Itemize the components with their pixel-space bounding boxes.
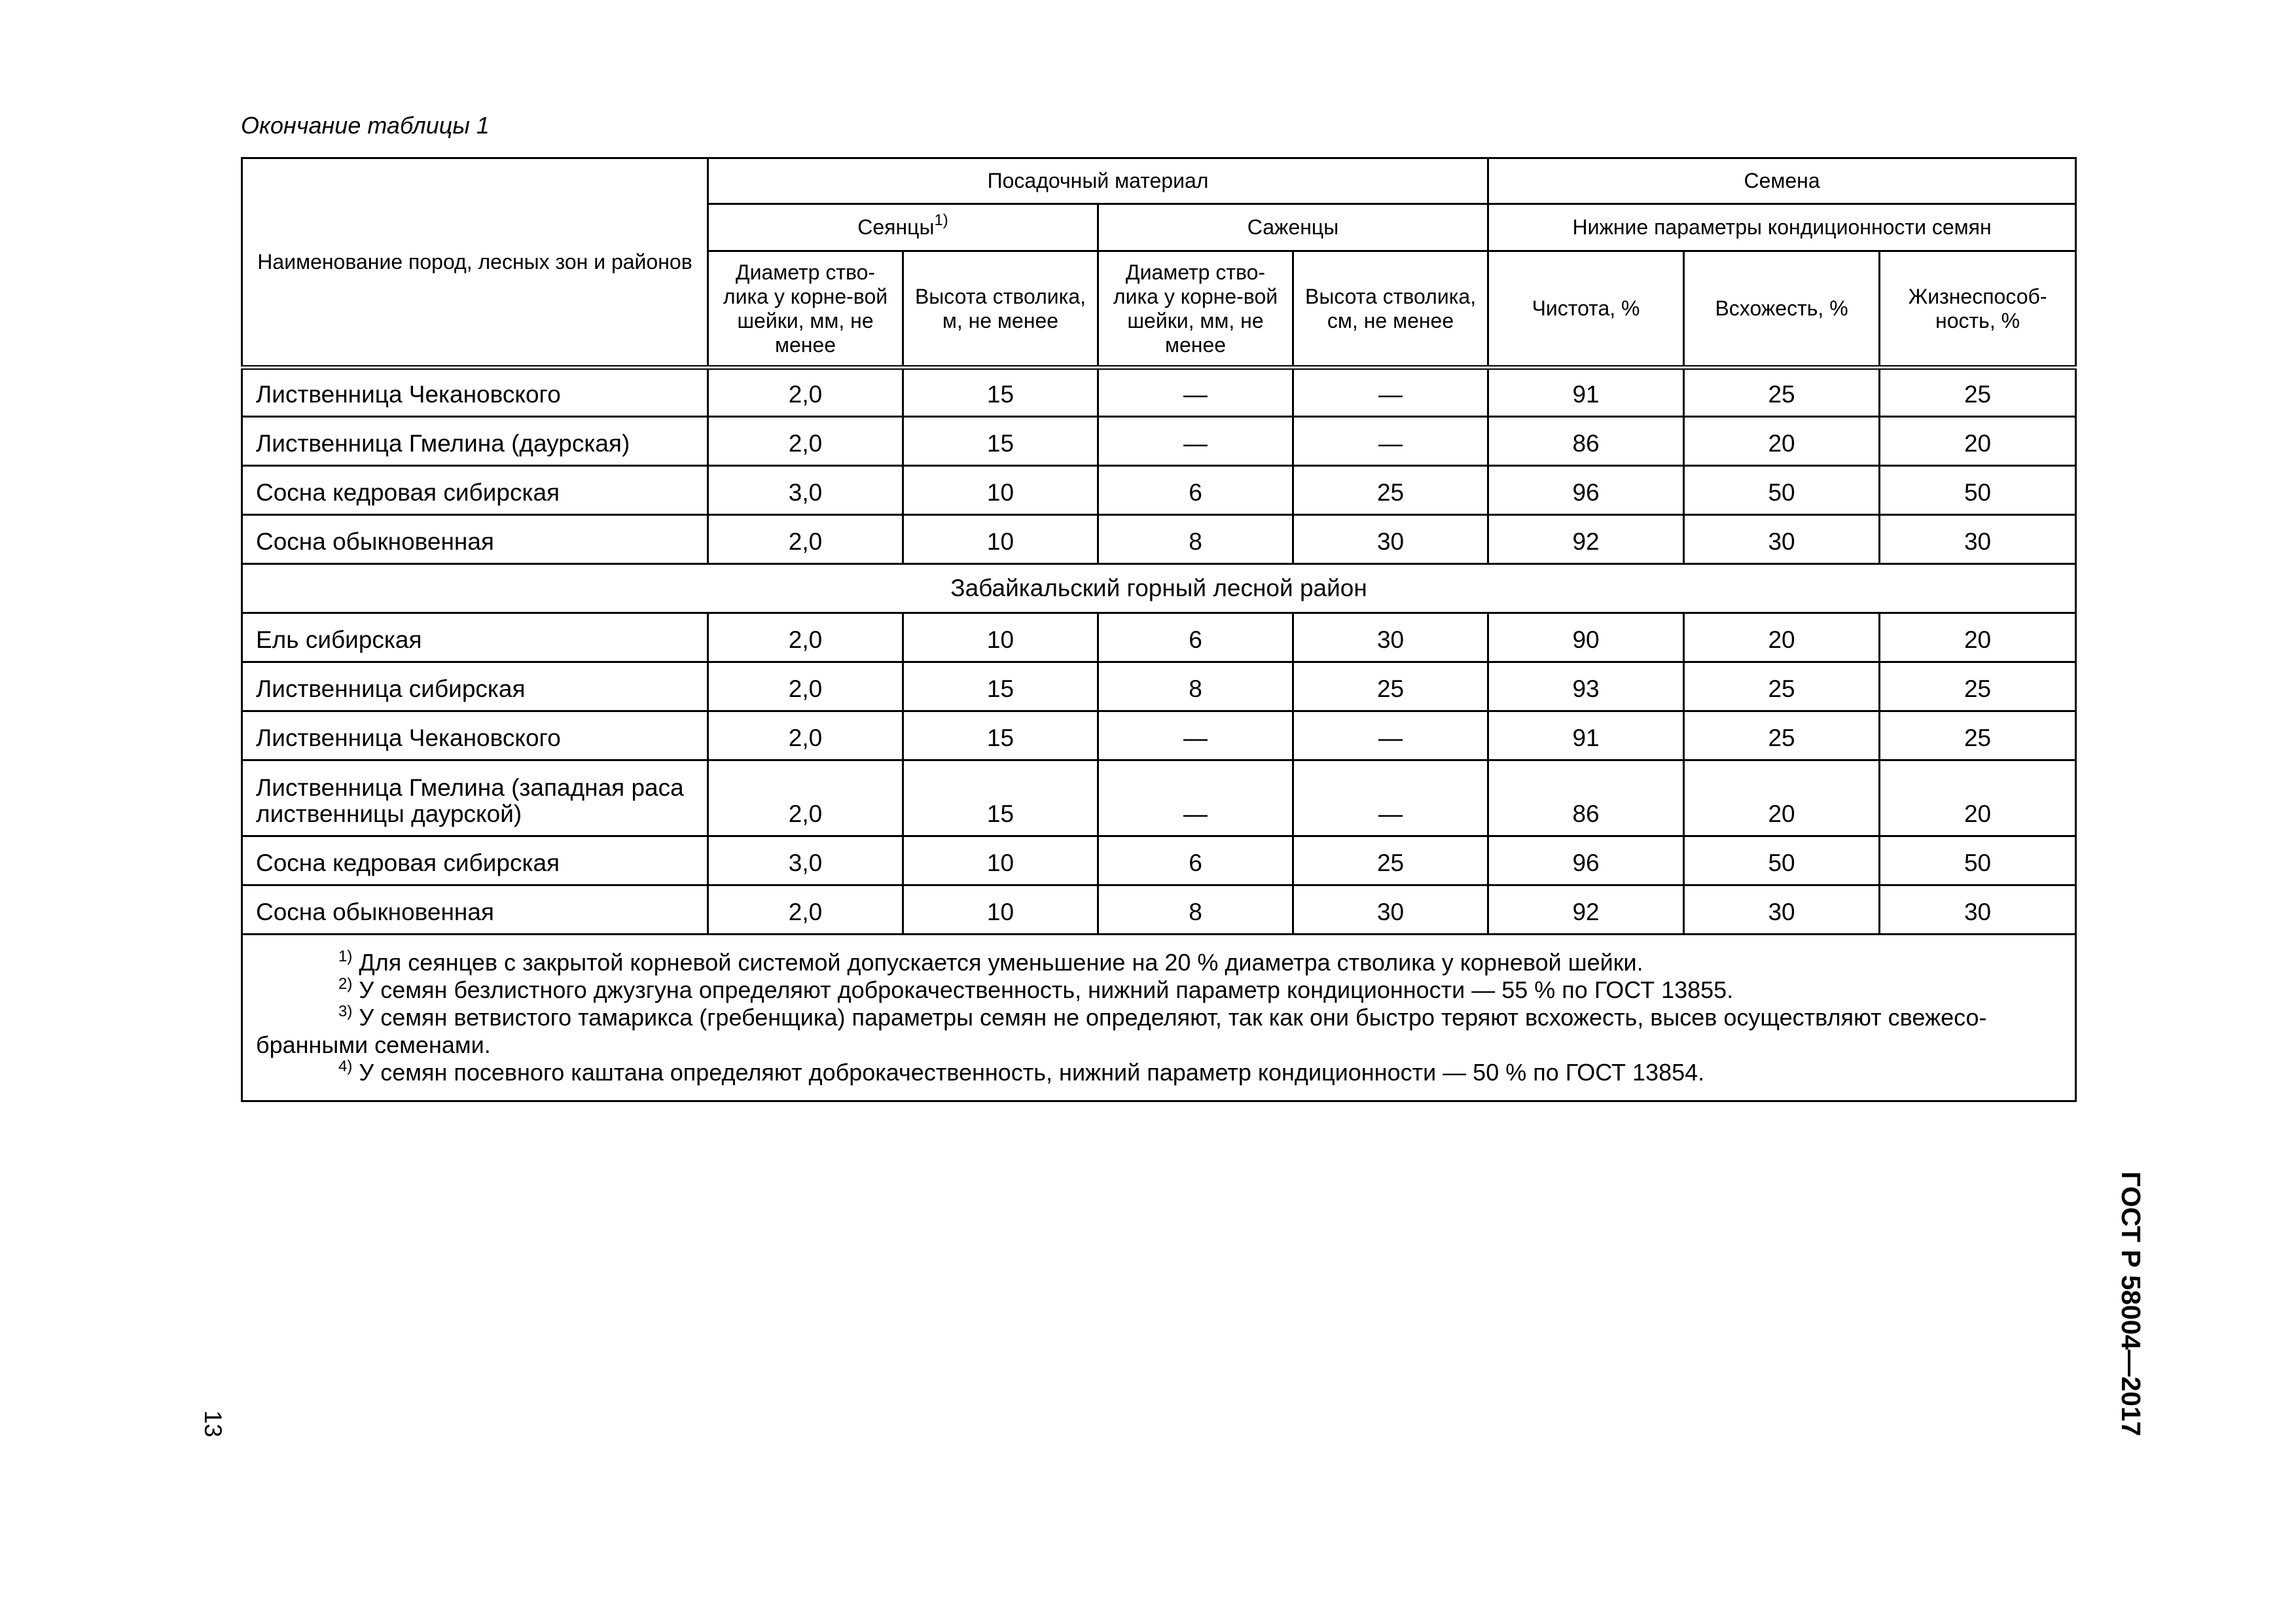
table-cell: 25 (1880, 368, 2076, 417)
table-cell: 10 (903, 515, 1098, 564)
species-name: Лиственница Гмелина (даурская) (242, 417, 708, 466)
table-cell: 6 (1098, 836, 1293, 885)
table-caption: Окончание таблицы 1 (241, 112, 490, 139)
table-cell: — (1098, 368, 1293, 417)
header-seedling-height: Высота стволика, м, не менее (903, 251, 1098, 368)
table-cell: 10 (903, 885, 1098, 935)
table-cell: 8 (1098, 885, 1293, 935)
footnotes (242, 935, 2076, 1101)
table-cell: 25 (1684, 368, 1880, 417)
table-row (242, 836, 2076, 885)
table-cell: 3,0 (708, 836, 903, 885)
table-row (242, 417, 2076, 466)
header-sapling-diameter: Диаметр ство-лика у корне-вой шейки, мм, не менее (1098, 251, 1293, 368)
table-row (242, 613, 2076, 662)
species-name: Ель сибирская (242, 613, 708, 662)
header-saplings: Саженцы (1098, 204, 1488, 251)
header-seedlings-label: Сеянцы (857, 215, 935, 239)
table-cell: 25 (1684, 711, 1880, 760)
table-cell: 2,0 (708, 760, 903, 836)
table-cell: 50 (1880, 466, 2076, 515)
table-cell: 20 (1880, 417, 2076, 466)
header-seeds: Семена (1488, 158, 2076, 204)
table-cell: 2,0 (708, 368, 903, 417)
table-cell: 91 (1488, 711, 1684, 760)
table-cell: 10 (903, 613, 1098, 662)
table-cell: 25 (1293, 836, 1488, 885)
zone-row (242, 564, 2076, 613)
zone-title: Забайкальский горный лесной район (242, 564, 2076, 613)
table-cell: 25 (1293, 466, 1488, 515)
table-cell: — (1293, 711, 1488, 760)
footnote (256, 1059, 2062, 1086)
header-sapling-height: Высота стволика, см, не менее (1293, 251, 1488, 368)
table-cell: 25 (1293, 662, 1488, 711)
species-name: Сосна обыкновенная (242, 885, 708, 935)
header-seedling-diameter: Диаметр ство-лика у корне-вой шейки, мм, не менее (708, 251, 903, 368)
table-cell: 90 (1488, 613, 1684, 662)
species-name: Сосна кедровая сибирская (242, 836, 708, 885)
footnote-text: У семян безлистного джузгуна определяют доброкачественность, нижний параметр кондиционности — 55 % по ГОСТ 13855. (359, 976, 1734, 1003)
table-cell: 86 (1488, 760, 1684, 836)
page-number: 13 (200, 1410, 226, 1438)
table-cell: — (1098, 760, 1293, 836)
footnote-text: У семян посевного каштана определяют доброкачественность, нижний параметр кондиционности — 50 % по ГОСТ 13854. (359, 1059, 1705, 1086)
table-cell: 20 (1880, 760, 2076, 836)
table-cell: 20 (1880, 613, 2076, 662)
table-cell: 30 (1880, 515, 2076, 564)
species-name: Сосна кедровая сибирская (242, 466, 708, 515)
header-planting-material: Посадочный материал (708, 158, 1488, 204)
footnote-mark: 4) (338, 1058, 353, 1075)
species-name: Лиственница Гмелина (западная раса лиственницы даурской) (242, 760, 708, 836)
species-name: Лиственница Чекановского (242, 368, 708, 417)
table-cell: 86 (1488, 417, 1684, 466)
table-cell: 30 (1684, 885, 1880, 935)
table-cell: — (1293, 368, 1488, 417)
footnotes-row (242, 935, 2076, 1101)
table-row (242, 711, 2076, 760)
table-cell: 15 (903, 417, 1098, 466)
table-cell: 2,0 (708, 885, 903, 935)
table-cell: 2,0 (708, 662, 903, 711)
footnote (256, 949, 2062, 976)
species-name: Сосна обыкновенная (242, 515, 708, 564)
table-row (242, 885, 2076, 935)
table-cell: 30 (1684, 515, 1880, 564)
table-cell: 30 (1880, 885, 2076, 935)
header-seed-params: Нижние параметры кондиционности семян (1488, 204, 2076, 251)
table-cell: — (1098, 711, 1293, 760)
table-cell: 96 (1488, 466, 1684, 515)
header-germination: Всхожесть, % (1684, 251, 1880, 368)
header-seedlings (708, 204, 1098, 251)
table-cell: 10 (903, 836, 1098, 885)
species-table (241, 157, 2077, 1102)
table-cell: 2,0 (708, 515, 903, 564)
footnote (256, 976, 2062, 1004)
footnote-mark: 2) (338, 975, 353, 993)
table-cell: 92 (1488, 515, 1684, 564)
table-cell: 20 (1684, 760, 1880, 836)
table-cell: 20 (1684, 613, 1880, 662)
table-cell: — (1293, 417, 1488, 466)
table-cell: 25 (1684, 662, 1880, 711)
table-cell: 15 (903, 760, 1098, 836)
species-name: Лиственница сибирская (242, 662, 708, 711)
table-row (242, 662, 2076, 711)
footnote (256, 1004, 2062, 1059)
table-cell: 91 (1488, 368, 1684, 417)
table-cell: — (1098, 417, 1293, 466)
table-cell: 15 (903, 711, 1098, 760)
table-row (242, 466, 2076, 515)
table-cell: 2,0 (708, 417, 903, 466)
table-cell: — (1293, 760, 1488, 836)
footnote-mark: 1) (338, 948, 353, 965)
table-cell: 15 (903, 368, 1098, 417)
document-id: ГОСТ Р 58004—2017 (2116, 1171, 2146, 1436)
table-cell: 10 (903, 466, 1098, 515)
table-cell: 30 (1293, 885, 1488, 935)
table-cell: 96 (1488, 836, 1684, 885)
table-cell: 15 (903, 662, 1098, 711)
table-cell: 50 (1684, 836, 1880, 885)
table-row (242, 515, 2076, 564)
table-cell: 30 (1293, 613, 1488, 662)
table-cell: 8 (1098, 662, 1293, 711)
table-cell: 2,0 (708, 711, 903, 760)
table-cell: 2,0 (708, 613, 903, 662)
table-cell: 50 (1684, 466, 1880, 515)
footnote-mark: 1) (934, 211, 948, 229)
table-row (242, 760, 2076, 836)
table-cell: 92 (1488, 885, 1684, 935)
table-cell: 50 (1880, 836, 2076, 885)
footnote-text: У семян ветвистого тамарикса (гребенщика) параметры семян не определяют, так как они быстро теряют всхожесть, высев осуществляют свежесо-бранными семенами. (256, 1004, 1987, 1058)
footnote-mark: 3) (338, 1003, 353, 1020)
footnote-text: Для сеянцев с закрытой корневой системой допускается уменьшение на 20 % диаметра стволика у корневой шейки. (359, 949, 1643, 976)
header-purity: Чистота, % (1488, 251, 1684, 368)
table-cell: 30 (1293, 515, 1488, 564)
species-name: Лиственница Чекановского (242, 711, 708, 760)
table-row (242, 368, 2076, 417)
table-cell: 3,0 (708, 466, 903, 515)
table-cell: 25 (1880, 662, 2076, 711)
table-cell: 6 (1098, 466, 1293, 515)
table-cell: 6 (1098, 613, 1293, 662)
header-viability: Жизнеспособ-ность, % (1880, 251, 2076, 368)
table-cell: 25 (1880, 711, 2076, 760)
table-cell: 20 (1684, 417, 1880, 466)
table-cell: 93 (1488, 662, 1684, 711)
header-name-column: Наименование пород, лесных зон и районов (242, 158, 708, 368)
table-cell: 8 (1098, 515, 1293, 564)
